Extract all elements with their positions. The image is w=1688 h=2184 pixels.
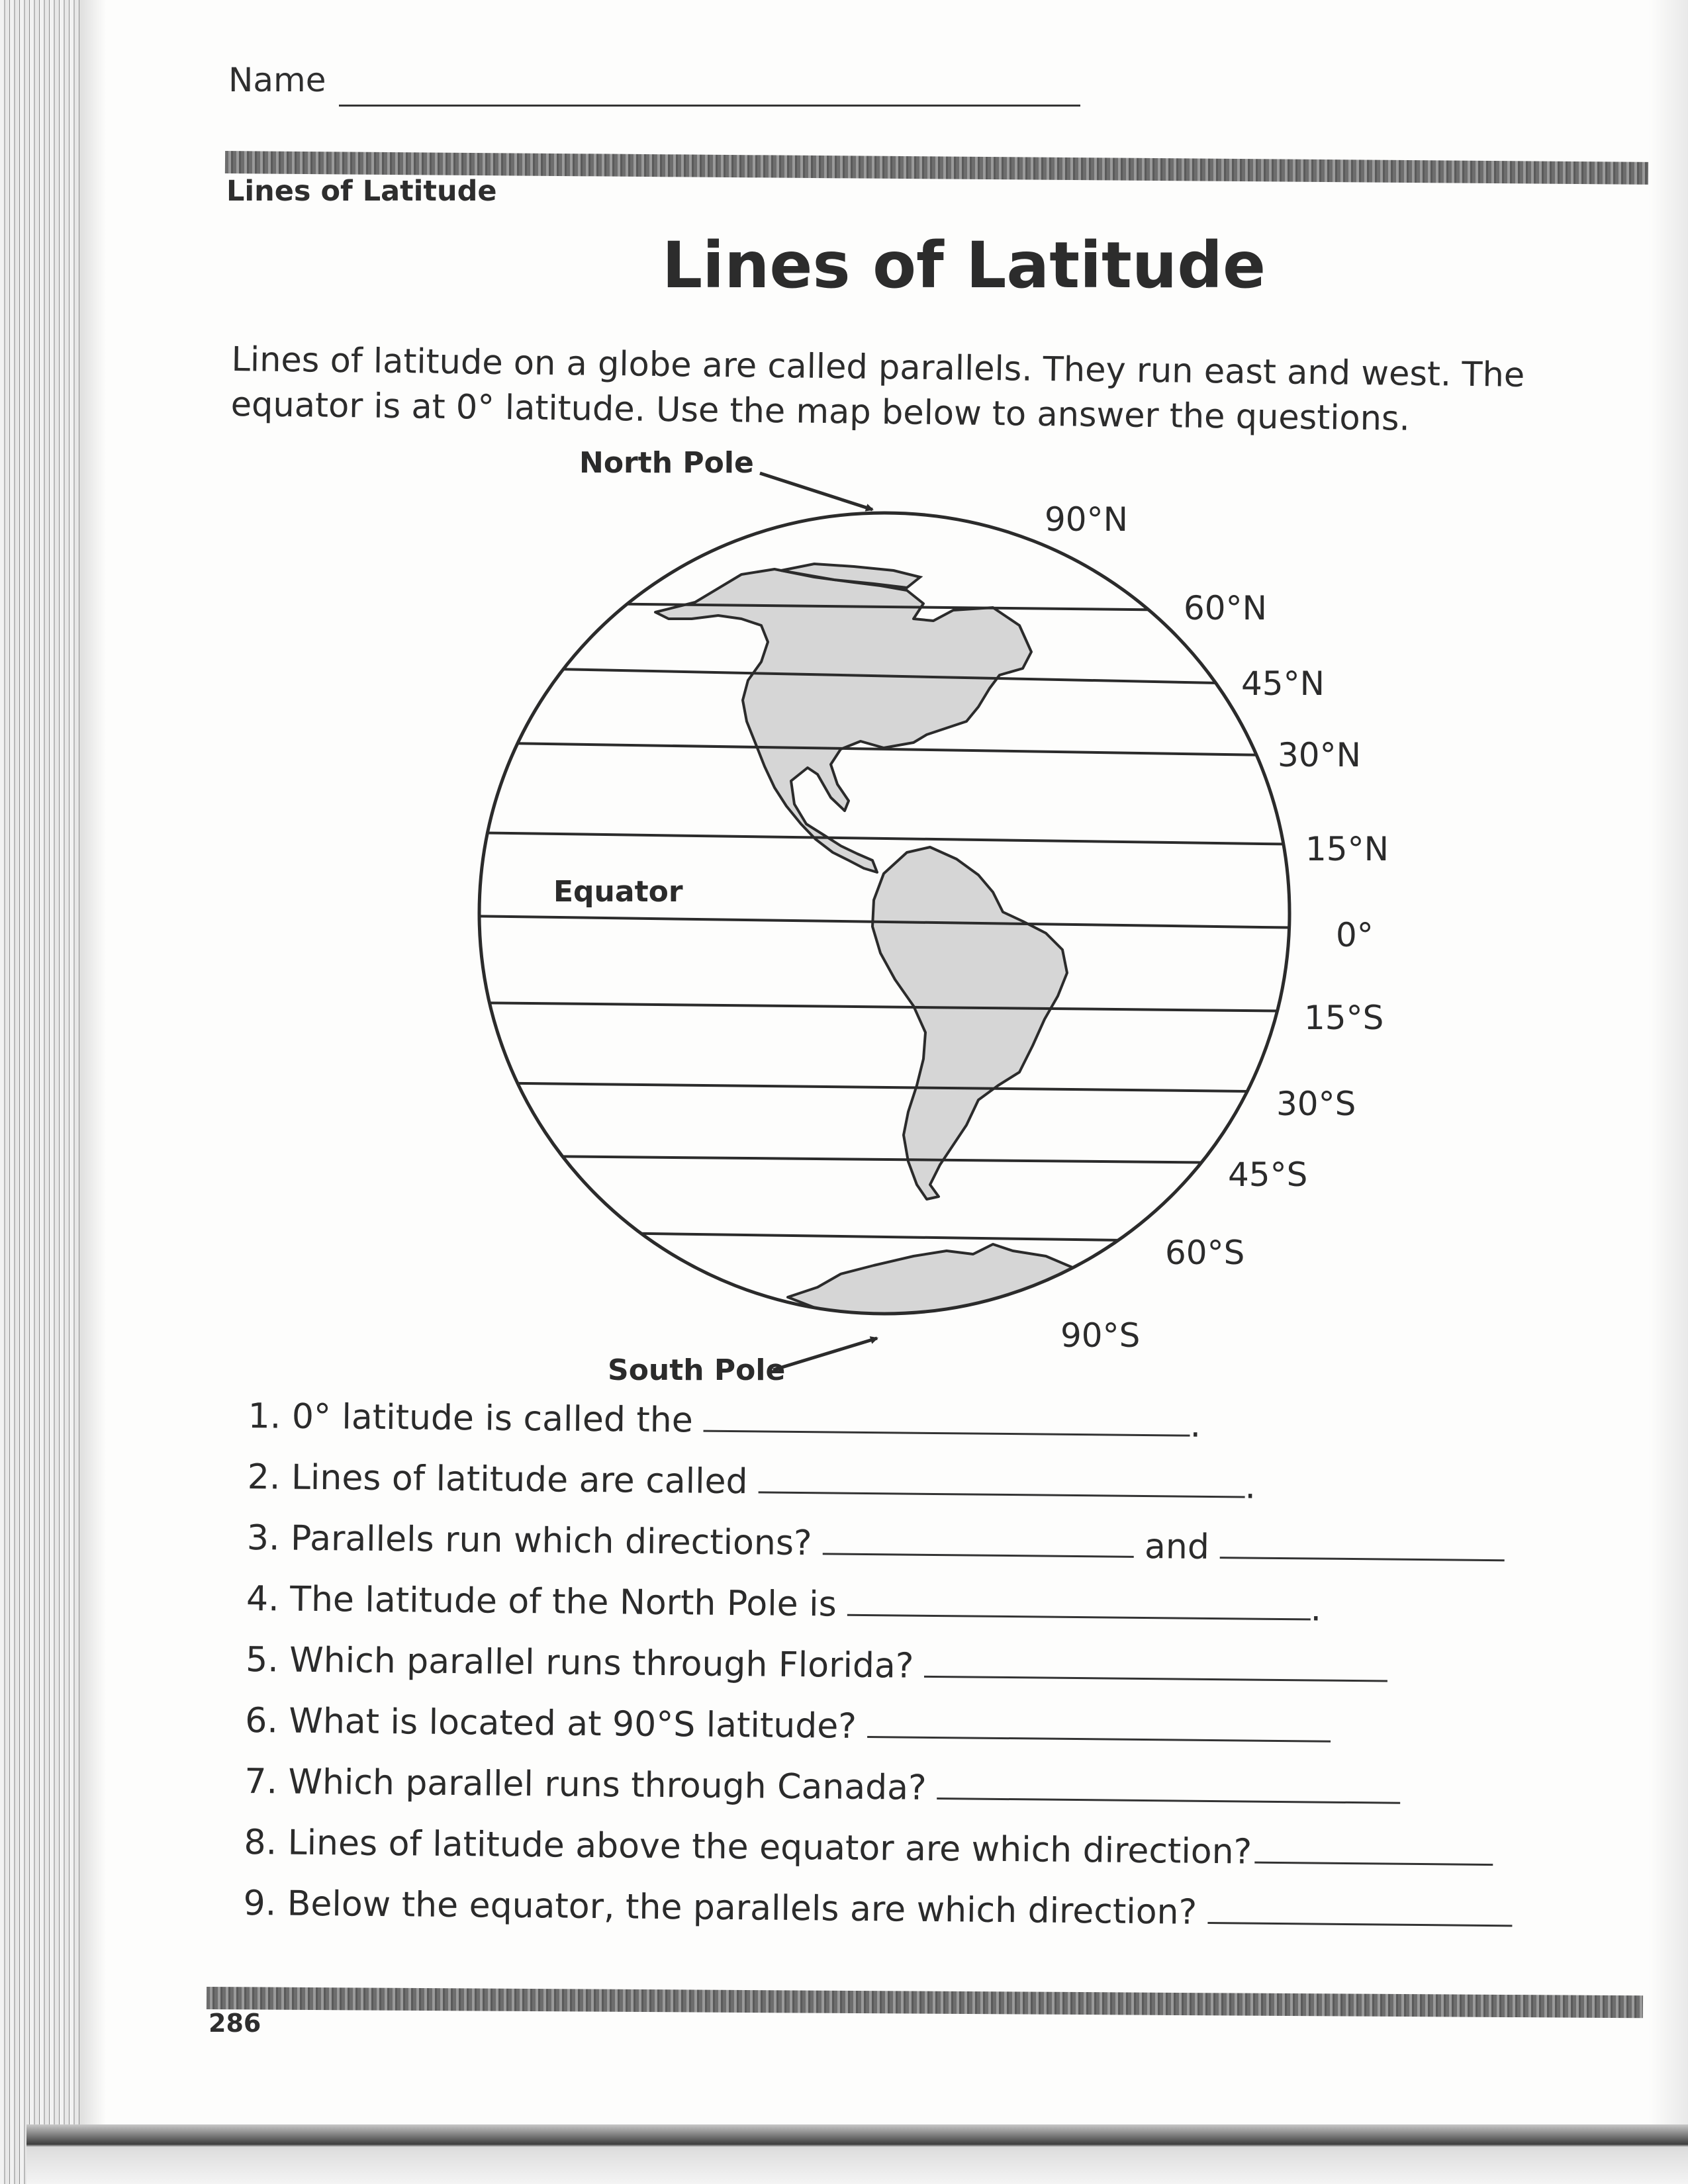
answer-blank-1[interactable] (704, 1430, 1190, 1437)
question-number: 9. (243, 1883, 277, 1924)
equator-label: Equator (553, 875, 683, 909)
label-45n: 45°N (1241, 664, 1325, 703)
answer-blank-2[interactable] (758, 1491, 1244, 1498)
parallel-45s (463, 1156, 1311, 1163)
north-america (655, 569, 1031, 872)
question-and: and (1144, 1527, 1210, 1567)
question-end: . (1244, 1467, 1256, 1507)
page-title: Lines of Latitude (662, 228, 1266, 302)
answer-blank-4[interactable] (847, 1614, 1311, 1621)
parallel-15s (463, 1003, 1311, 1011)
question-text: Lines of latitude are called (291, 1457, 748, 1502)
answer-blank-3b[interactable] (1220, 1557, 1505, 1561)
south-pole-label: South Pole (608, 1353, 786, 1387)
question-number: 6. (245, 1700, 279, 1741)
south-america (872, 847, 1067, 1199)
answer-blank-9[interactable] (1207, 1922, 1512, 1927)
page-number: 286 (209, 2009, 261, 2038)
label-30n: 30°N (1278, 736, 1362, 774)
question-text: What is located at 90°S latitude? (289, 1701, 857, 1747)
question-number: 1. (248, 1396, 281, 1437)
answer-blank-3a[interactable] (822, 1553, 1133, 1558)
label-15s: 15°S (1304, 999, 1384, 1037)
parallel-30s (463, 1083, 1311, 1092)
name-label: Name (228, 61, 326, 99)
question-text: Parallels run which directions? (290, 1518, 812, 1564)
south-pole-arrow (773, 1338, 877, 1370)
question-text: Below the equator, the parallels are which direction? (287, 1884, 1197, 1933)
label-15n: 15°N (1305, 830, 1389, 868)
answer-blank-7[interactable] (937, 1797, 1400, 1804)
label-0: 0° (1336, 916, 1374, 954)
question-number: 4. (246, 1578, 279, 1619)
parallel-15n (463, 833, 1311, 844)
intro-line-1: Lines of latitude on a globe are called parallels. They run east and west. The (231, 340, 1525, 395)
label-30s: 30°S (1276, 1085, 1356, 1123)
question-number: 2. (247, 1457, 281, 1498)
question-number: 7. (244, 1761, 278, 1802)
north-pole-arrow (760, 473, 872, 510)
label-90s: 90°S (1060, 1316, 1141, 1355)
label-45s: 45°S (1228, 1156, 1308, 1194)
label-60n: 60°N (1184, 589, 1268, 627)
section-label: Lines of Latitude (226, 175, 497, 208)
label-90n: 90°N (1045, 500, 1129, 539)
question-text: Which parallel runs through Florida? (289, 1640, 914, 1686)
question-text: Lines of latitude above the equator are which direction? (287, 1823, 1252, 1872)
question-number: 3. (246, 1518, 280, 1559)
answer-blank-6[interactable] (867, 1736, 1331, 1743)
question-number: 8. (244, 1822, 277, 1863)
question-text: The latitude of the North Pole is (289, 1579, 837, 1625)
question-end: . (1310, 1589, 1322, 1629)
question-text: 0° latitude is called the (291, 1396, 694, 1441)
question-end: . (1190, 1405, 1201, 1445)
north-pole-label: North Pole (579, 446, 754, 480)
answer-blank-8[interactable] (1254, 1862, 1493, 1866)
question-number: 5. (245, 1639, 279, 1680)
question-text: Which parallel runs through Canada? (288, 1762, 927, 1808)
answer-blank-5[interactable] (924, 1676, 1387, 1682)
intro-line-2: equator is at 0° latitude. Use the map below to answer the questions. (230, 385, 1411, 439)
label-60s: 60°S (1165, 1234, 1245, 1272)
